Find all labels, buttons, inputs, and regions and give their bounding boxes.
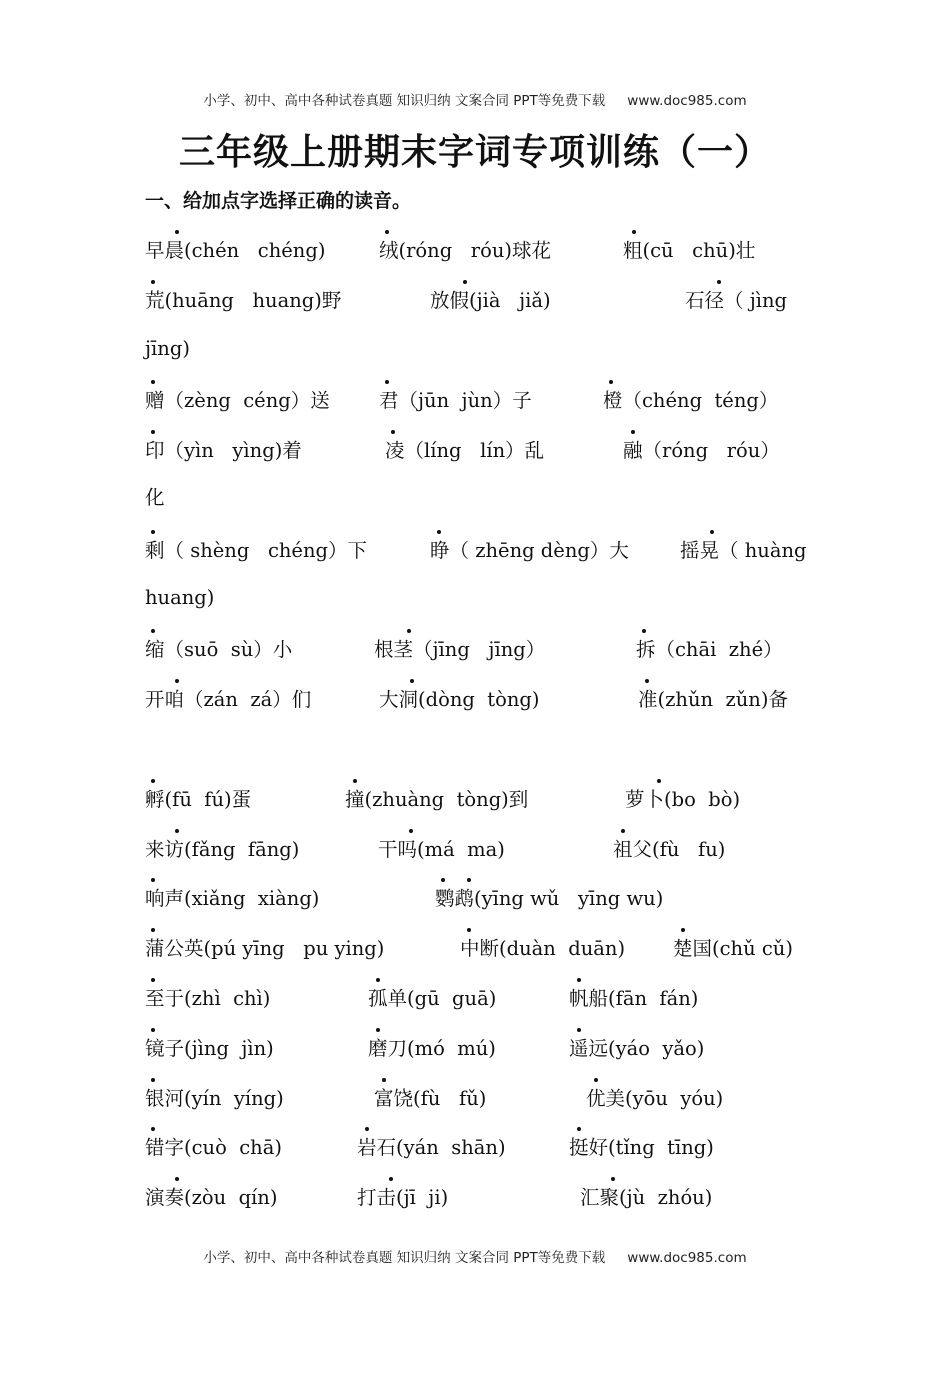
- exercise-item: 放假(jià jiǎ): [430, 289, 551, 312]
- emphasis-dot: [353, 779, 357, 783]
- emphasis-dot: [621, 829, 625, 833]
- exercise-item: 剩（ shèng chéng）下: [145, 539, 368, 562]
- exercise-item: 粗(cū chū)壮: [623, 239, 756, 262]
- exercise-row: [145, 1084, 724, 1114]
- emphasis-dot: [631, 430, 635, 434]
- exercise-row: [145, 536, 807, 566]
- exercise-item: 石径（ jìng: [685, 289, 788, 312]
- emphasis-dot: [645, 679, 649, 683]
- exercise-item: 演奏(zòu qín): [145, 1186, 278, 1209]
- exercise-item: 汇聚(jù zhóu): [580, 1186, 713, 1209]
- exercise-item: 干吗(má ma): [378, 838, 505, 861]
- exercise-item: 赠（zèng céng）送: [145, 389, 330, 412]
- exercise-row: [145, 236, 756, 266]
- emphasis-dot: [467, 928, 471, 932]
- exercise-item: 错字(cuò chā): [145, 1136, 282, 1159]
- emphasis-dot: [151, 1028, 155, 1032]
- exercise-item: 融（róng róu）: [623, 439, 780, 462]
- emphasis-dot: [175, 1177, 179, 1181]
- emphasis-dot: [463, 280, 467, 284]
- exercise-item: 睁（ zhēng dèng）大: [430, 539, 629, 562]
- exercise-item: 鹦鹉(yīng wǔ yīng wu): [435, 887, 664, 910]
- exercise-item: 响声(xiǎng xiàng): [145, 887, 320, 910]
- header-text: 小学、初中、高中各种试卷真题 知识归纳 文案合同 PPT等免费下载: [203, 93, 606, 109]
- exercise-row: [145, 984, 699, 1014]
- exercise-item: 君（jūn jùn）子: [379, 389, 532, 412]
- exercise-item: 荒(huāng huang)野: [145, 289, 342, 312]
- exercise-item: 缩（suō sù）小: [145, 638, 293, 661]
- exercise-item: 孵(fū fú)蛋: [145, 788, 252, 811]
- emphasis-dot: [609, 380, 613, 384]
- emphasis-dot: [389, 1177, 393, 1181]
- exercise-item: 摇晃（ huàng: [680, 539, 807, 562]
- exercise-item: 楚国(chǔ cǔ): [673, 937, 793, 960]
- exercise-item: 橙（chéng téng）: [603, 389, 779, 412]
- exercise-item: 凌（líng lín）乱: [385, 439, 545, 462]
- emphasis-dot: [151, 629, 155, 633]
- exercise-item: 镜子(jìng jìn): [145, 1037, 274, 1060]
- emphasis-dot: [437, 530, 441, 534]
- emphasis-dot: [175, 679, 179, 683]
- emphasis-dot: [151, 878, 155, 882]
- exercise-item: 萝卜(bo bò): [625, 788, 741, 811]
- exercise-item: 准(zhǔn zǔn)备: [638, 688, 788, 711]
- exercise-item: 挺好(tǐng tīng): [569, 1136, 714, 1159]
- exercise-item: 绒(róng róu)球花: [379, 239, 552, 262]
- exercise-item: 岩石(yán shān): [357, 1136, 506, 1159]
- exercise-row: [145, 934, 793, 964]
- emphasis-dot: [391, 430, 395, 434]
- exercise-row: [145, 1183, 713, 1213]
- emphasis-dot: [151, 430, 155, 434]
- emphasis-dot: [441, 878, 445, 882]
- emphasis-dot: [382, 1078, 386, 1082]
- exercise-item: 开咱（zán zá）们: [145, 688, 312, 711]
- emphasis-dot: [467, 878, 471, 882]
- exercise-row: [145, 884, 664, 914]
- exercise-item: 蒲公英(pú yīng pu ying): [145, 937, 385, 960]
- emphasis-dot: [385, 380, 389, 384]
- exercise-item: 早晨(chén chéng): [145, 239, 326, 262]
- exercise-item: 大洞(dòng tòng): [379, 688, 540, 711]
- emphasis-dot: [407, 629, 411, 633]
- emphasis-dot: [365, 1127, 369, 1131]
- emphasis-dot: [151, 779, 155, 783]
- exercise-item: 撞(zhuàng tòng)到: [345, 788, 529, 811]
- exercise-item: 根茎（jīng jīng）: [374, 638, 546, 661]
- emphasis-dot: [710, 530, 714, 534]
- emphasis-dot: [577, 978, 581, 982]
- emphasis-dot: [151, 978, 155, 982]
- exercise-item: 孤单(gū guā): [368, 987, 497, 1010]
- emphasis-dot: [611, 1177, 615, 1181]
- emphasis-dot: [717, 280, 721, 284]
- exercise-row: [145, 635, 783, 665]
- footer-text: 小学、初中、高中各种试卷真题 知识归纳 文案合同 PPT等免费下载: [203, 1250, 606, 1266]
- exercise-item: 打击(jī ji): [357, 1186, 449, 1209]
- page-header: [0, 89, 950, 109]
- exercise-item: 优美(yōu yóu): [586, 1087, 724, 1110]
- header-url[interactable]: www.doc985.com: [627, 93, 747, 109]
- emphasis-dot: [151, 280, 155, 284]
- page-title: 三年级上册期末字词专项训练（一）: [178, 132, 771, 173]
- emphasis-dot: [594, 1078, 598, 1082]
- exercise-item: 来访(fǎng fāng): [145, 838, 300, 861]
- emphasis-dot: [577, 1127, 581, 1131]
- footer-url[interactable]: www.doc985.com: [627, 1250, 747, 1266]
- section-title: 一、给加点字选择正确的读音。: [145, 190, 412, 212]
- exercise-item: 中断(duàn duān): [460, 937, 626, 960]
- exercise-row: [145, 386, 779, 416]
- exercise-item: 至于(zhì chì): [145, 987, 271, 1010]
- emphasis-dot: [151, 1078, 155, 1082]
- exercise-row: [145, 1034, 705, 1064]
- emphasis-dot: [376, 978, 380, 982]
- emphasis-dot: [681, 928, 685, 932]
- exercise-item: 磨刀(mó mú): [368, 1037, 496, 1060]
- exercise-row: [145, 835, 726, 865]
- emphasis-dot: [657, 779, 661, 783]
- exercise-row-continued: huang): [145, 586, 215, 609]
- exercise-row-continued: 化: [145, 486, 165, 509]
- emphasis-dot: [409, 829, 413, 833]
- exercise-row-continued: jīng): [145, 337, 190, 360]
- emphasis-dot: [151, 1127, 155, 1131]
- emphasis-dot: [385, 230, 389, 234]
- emphasis-dot: [410, 679, 414, 683]
- exercise-row: [145, 286, 788, 316]
- exercise-item: 帆船(fān fán): [569, 987, 699, 1010]
- exercise-row: [145, 685, 788, 715]
- emphasis-dot: [577, 1028, 581, 1032]
- emphasis-dot: [632, 230, 636, 234]
- emphasis-dot: [642, 629, 646, 633]
- exercise-item: 印（yìn yìng)着: [145, 439, 302, 462]
- exercise-row: [145, 436, 780, 466]
- emphasis-dot: [376, 1028, 380, 1032]
- exercise-row: [145, 1133, 714, 1163]
- emphasis-dot: [151, 530, 155, 534]
- emphasis-dot: [151, 380, 155, 384]
- exercise-item: 遥远(yáo yǎo): [569, 1037, 705, 1060]
- exercise-item: 祖父(fù fu): [613, 838, 726, 861]
- exercise-item: 拆（chāi zhé）: [636, 638, 783, 661]
- emphasis-dot: [151, 928, 155, 932]
- exercise-item: 银河(yín yíng): [145, 1087, 284, 1110]
- exercise-item: 富饶(fù fǔ): [374, 1087, 487, 1110]
- exercise-row: [145, 785, 741, 815]
- page-footer: [0, 1246, 950, 1266]
- emphasis-dot: [175, 230, 179, 234]
- emphasis-dot: [175, 829, 179, 833]
